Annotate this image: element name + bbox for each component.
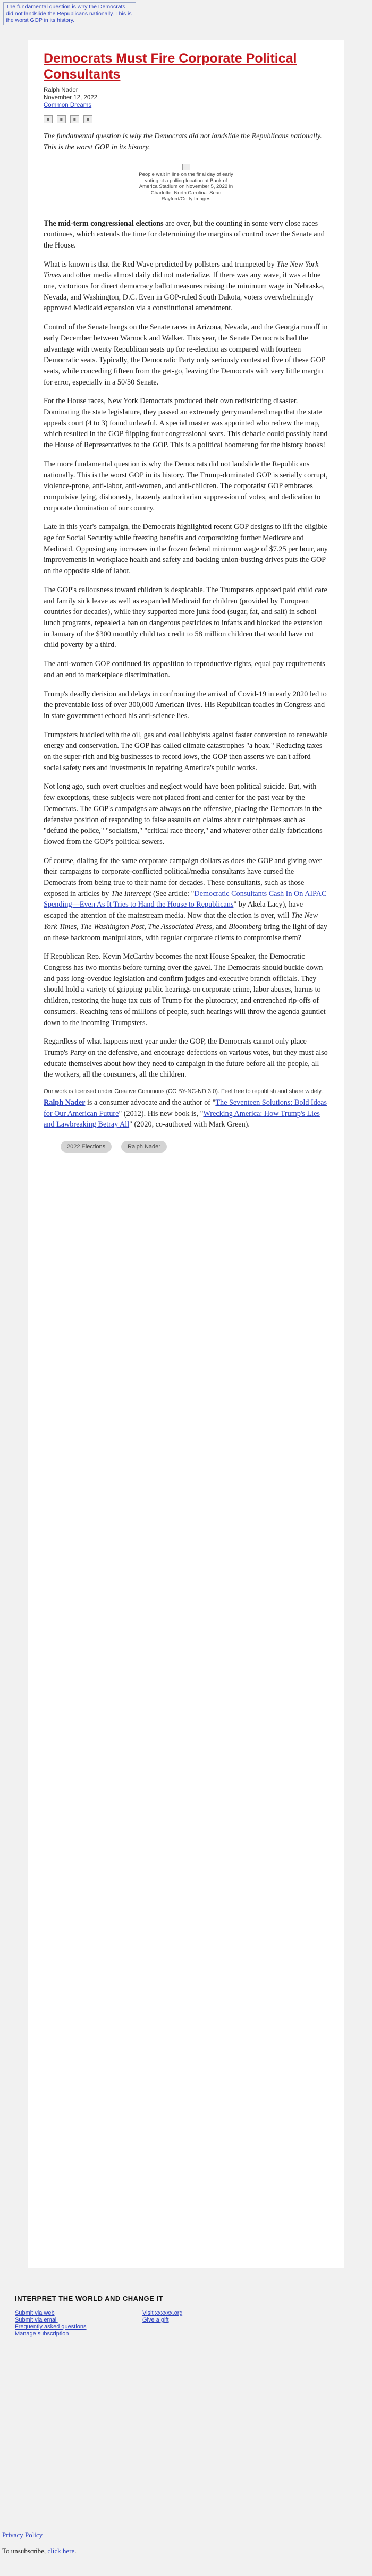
aipac-article-link[interactable]: Democratic Consultants Cash In On AIPAC Spending—Even As It Tries to Hand the House to Republicans [44, 889, 327, 909]
author-bio-link[interactable]: Ralph Nader [44, 1098, 86, 1107]
footer-column-1 [15, 2310, 142, 2338]
paragraph-2-nyt: The New York Times [44, 260, 319, 280]
photo-caption: People wait in line on the final day of early voting at a polling location at Bank of America Stadium on November 5, 2022 in Charlotte, North Carolina. Sean Rayford/Getty Images [139, 172, 233, 202]
twitter-share-icon[interactable]: ▪ [57, 115, 66, 123]
faq-link[interactable]: Frequently asked questions [15, 2324, 87, 2330]
article-date: November 12, 2022 [44, 95, 98, 101]
source-link[interactable]: Common Dreams [44, 102, 92, 108]
unsubscribe-link[interactable]: click here [47, 2547, 75, 2555]
give-gift-link[interactable]: Give a gift [142, 2317, 169, 2323]
article-lede: The fundamental question is why the Democrats did not landslide the Republicans nationally. This is the worst GOP in its history. [44, 132, 322, 151]
paragraph-5: The more fundamental question is why the Democrats did not landslide the Republicans nationally. This is the worst GOP in its history. The Trump-dominated GOP is serially corrupt, violence-prone, anti-labor, anti-women, and anti-children. The corporatist GOP embraces compulsive lying, dishonesty, brazenly authoritarian suppression of votes, and dedication to corporate domination of our country. [44, 459, 328, 513]
email-share-icon[interactable]: ▪ [70, 115, 79, 123]
facebook-share-icon[interactable]: ▪ [44, 115, 53, 123]
print-share-icon[interactable]: ▪ [83, 115, 92, 123]
paragraph-12-text-a: Of course, dialing for the same corporate campaign dollars as does the GOP and giving over their campaigns to corporate-conflicted political/media consultants have cursed the Democrats from being true to their name for decades. These consultants, such as those exposed in articles by [44, 856, 322, 898]
paragraph-2-text-a: What is known is that the Red Wave predicted by pollsters and trumpeted by [44, 260, 277, 269]
article-meta [44, 87, 328, 109]
paragraph-2-text-c: and other media almost daily did not materialize. If there was any wave, it was a blue one, victorious for direct democracy ballot measures raising the minimum wage in Nebraska, Nevada, and Washington, D.C. Even in GOP-ruled South Dakota, voters overwhelmingly approved Medicaid expansion via a constitutional amendment. [44, 271, 325, 313]
paragraph-1-lead: The mid-term congressional elections [44, 219, 164, 228]
paragraph-9: Trump's deadly derision and delays in confronting the arrival of Covid-19 in early 2020 led to the preventable loss of over 300,000 American lives. His Republican toadies in Congress and in state government echoed his anti-science lies. [44, 689, 327, 720]
paragraph-12-outlets: The New York Times, The Washington Post, The Associated Press, [44, 911, 318, 931]
paragraph-13: If Republican Rep. Kevin McCarthy becomes the next House Speaker, the Democratic Congress has two months before turning over the gavel. The Democrats should buckle down and pass long-overdue legislation and confirm judges and executive branch officials. They should hold a variety of gripping public hearings on corporate crime, labor abuses, harms to children, restoring the huge tax cuts of Trump for the plutocracy, and entrenched rip-offs of consumers. Reaching tens of millions of people, such hearings will throw the agenda gauntlet down to the incoming Trumpsters. [44, 952, 326, 1027]
paragraph-12-bloomberg: Bloomberg [229, 922, 262, 931]
paragraph-4: For the House races, New York Democrats produced their own redistricting disaster. Dominating the state legislature, they passed an extremely gerrymandered map that the state appeals court (4 to 3) found unlawful. A special master was appointed who redrew the map, which resulted in the GOP flipping four congressional seats. This debacle could possibly hand the House of Representatives to the GOP. This is a political boomerang for the history books! [44, 397, 328, 450]
preheader-text: The fundamental question is why the Democrats did not landslide the Republicans nationally. This is the worst GOP in its history. [6, 4, 132, 23]
paragraph-7: The GOP's callousness toward children is despicable. The Trumpsters opposed paid child care and family sick leave as well as expanded Medicaid for children (provided by European countries for decades), while they supported more junk food (sugar, fat, and salt) in school lunch programs, repealed a ban on dangerous pesticides to infants and blocked the extension in January of the $300 monthly child tax credit to 58 million children that would have cut child poverty by a third. [44, 585, 327, 650]
tag-list [61, 1141, 328, 1153]
author-bio [44, 1097, 328, 1130]
email-card [28, 40, 344, 2268]
unsubscribe-line [2, 2547, 77, 2555]
photo-placeholder-icon [182, 164, 190, 170]
privacy-policy-link[interactable]: Privacy Policy [2, 2531, 43, 2539]
paragraph-1 [44, 218, 328, 251]
paragraph-12 [44, 856, 328, 944]
footer [11, 2294, 361, 2338]
submit-email-link[interactable]: Submit via email [15, 2317, 58, 2323]
paragraph-12-text-c: (See article: " [151, 889, 195, 898]
paragraph-6: Late in this year's campaign, the Democrats highlighted recent GOP designs to lift the eligible age for Social Security while freezing benefits and corporatizing further Medicare and Medicaid. Opposing any increases in the frozen federal minimum wage of $7.25 per hour, any improvements in workplace health and safety and backing union-busting drives puts the GOP on the opposite side of labor. [44, 523, 328, 576]
author-bio-text-a: is a consumer advocate and the author of " [85, 1098, 216, 1107]
author-bio-text-b: " (2012). His new book is, " [119, 1109, 204, 1118]
tag-ralph-nader[interactable]: Ralph Nader [121, 1141, 167, 1153]
preheader-image-alt[interactable] [3, 2, 136, 25]
book-link-seventeen-solutions[interactable]: The Seventeen Solutions: Bold Ideas for Our American Future [44, 1098, 327, 1118]
paragraph-2 [44, 259, 328, 314]
submit-web-link[interactable]: Submit via web [15, 2310, 55, 2316]
author-name: Ralph Nader [44, 87, 78, 93]
unsubscribe-end: . [74, 2547, 77, 2555]
paragraph-12-intercept: The Intercept [111, 889, 151, 898]
paragraph-12-text-d: " by Akela Lacy), have escaped the attention of the mainstream media. Now that the election is over, will [44, 900, 303, 920]
paragraph-10: Trumpsters huddled with the oil, gas and coal lobbyists against faster conversion to renewable energy and conservation. The GOP has called climate catastrophes "a hoax." Reducing taxes on the super-rich and big businesses to record lows, the GOP then asserts we can't afford social safety nets and investments in repairing America's public works. [44, 730, 328, 772]
footer-column-2 [142, 2310, 270, 2338]
unsubscribe-text: To unsubscribe, [2, 2547, 48, 2555]
paragraph-12-text-f: and [214, 922, 229, 931]
tag-2022-elections[interactable]: 2022 Elections [61, 1141, 112, 1153]
paragraph-11: Not long ago, such overt cruelties and neglect would have been political suicide. But, with few exceptions, these subjects were not placed front and center for the past year by the Democrats. The GOP's campaigns are always on the offensive, placing the Democrats in the defensive position of responding to false assaults on claims about catchphrases such as "defund the police," "socialism," "critical race theory," and whatever other daily fabrications flowed from the GOP's political sewers. [44, 782, 323, 846]
paragraph-12-text-h: bring the light of day on these backroom manipulators, with regular corporate clients to compromise them? [44, 922, 328, 942]
manage-subscription-link[interactable]: Manage subscription [15, 2331, 69, 2337]
paragraph-8: The anti-women GOP continued its opposition to reproductive rights, equal pay requirements and an end to marketplace discrimination. [44, 660, 325, 679]
footer-heading: INTERPRET THE WORLD AND CHANGE IT [15, 2294, 163, 2302]
paragraph-3: Control of the Senate hangs on the Senate races in Arizona, Nevada, and the Georgia runoff in early December between Warnock and Walker. This year, the Senate Democrats had the advantage with twenty Republican seats up for re-election as compared with fourteen Democratic seats. Typically, the Democratic Party only seriously contested five of these GOP seats, while conceding fifteen from the get-go, leaving the Democrats with very little margin for error, especially in a 50/50 Senate. [44, 323, 328, 387]
license-note: Our work is licensed under Creative Commons (CC BY-NC-ND 3.0). Feel free to republish and share widely. [44, 1088, 323, 1095]
paragraph-1-text: are over, but the counting in some very close races continues, which extends the time for determining the margins of control over the Senate and the House. [44, 219, 325, 250]
footer-links [15, 2310, 361, 2338]
author-bio-text-c: " (2020, co-authored with Mark Green). [129, 1120, 250, 1129]
share-icons [44, 115, 328, 123]
article-title[interactable]: Democrats Must Fire Corporate Political Consultants [44, 51, 297, 82]
book-link-wrecking-america[interactable]: Wrecking America: How Trump's Lies and Lawbreaking Betray All [44, 1109, 320, 1129]
visit-site-link[interactable]: Visit xxxxxx.org [142, 2310, 183, 2316]
article-photo [44, 164, 328, 202]
paragraph-14: Regardless of what happens next year under the GOP, the Democrats cannot only place Trump's Party on the defensive, and encourage defections on various votes, but they must also educate themselves about how they need to campaign in the future before all the people, all the workers, all the consumers, all the children. [44, 1037, 328, 1079]
